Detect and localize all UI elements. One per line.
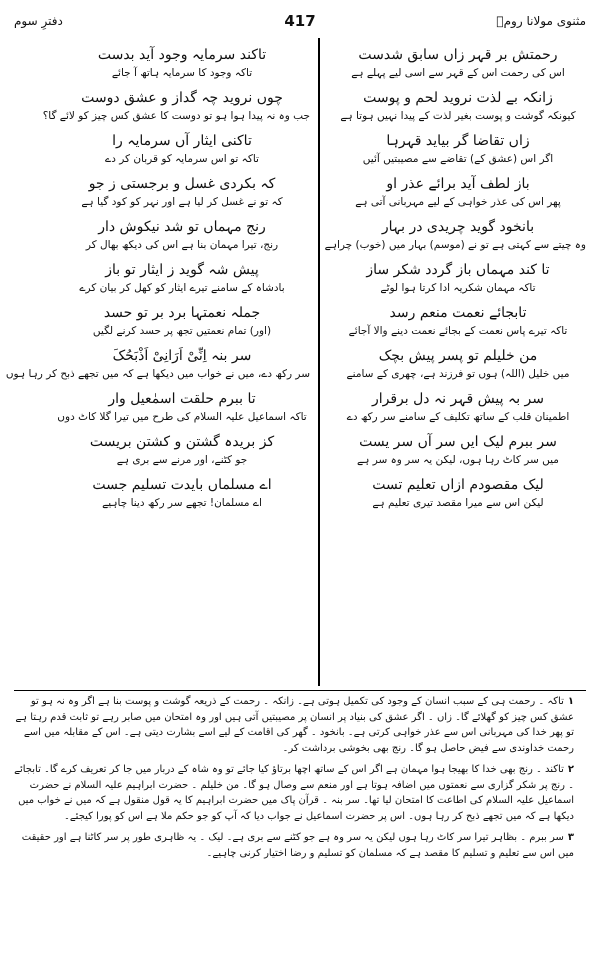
urdu-translation: اے مسلمان! تجھے سر رکھ دینا چاہیے [102,497,262,509]
urdu-translation: بادشاہ کے سامنے تیرے ایثار کو کھل کر بیان کرے [79,282,285,294]
page-number: 417 [284,12,316,30]
persian-verse: سر بنہ اِنِّیْ اَرَانِیْ اَذْبَحُکَ [112,348,252,364]
verse-block [54,173,310,210]
footnote [14,694,574,756]
verse-block [330,388,586,425]
urdu-translation: پھر اس کی عذر خواہی کے لیے مہربانی آتی ہے [355,196,561,208]
urdu-translation: تاکہ وجود کا سرمایہ ہاتھ آ جائے [111,67,253,79]
persian-verse: سر ببرم لیک ایں سر آں سر یست [359,434,557,450]
persian-verse: سر بہ پیش قہر نہ دل برقرار [371,391,545,407]
urdu-translation: میں خلیل (اللہ) ہوں تو فرزند ہے، چھری کے سامنے [346,368,570,380]
urdu-translation: لیکن اس سے میرا مقصد تیری تعلیم ہے [372,497,544,509]
urdu-translation: سر رکھ دے، میں نے خواب میں دیکھا ہے کہ میں تجھے ذبح کر رہا ہوں [5,368,310,380]
right-column [324,44,586,517]
urdu-translation: جب وہ نہ پیدا ہوا ہو تو دوست کا عشق کس چیز کو لائے گا؟ [42,110,310,122]
verse-block [54,302,310,339]
column-divider [318,38,320,686]
footnote-number: ۱ [567,696,574,707]
persian-verse: رحمتش بر قہر زاں سابق شدست [358,47,558,63]
persian-verse: کہ بکردی غسل و برجستی ز جو [88,176,276,192]
persian-verse: رنج مہماں تو شد نیکوش دار [98,219,266,235]
persian-verse: تاکند سرمایہ وجود آید بدست [97,47,267,63]
persian-verse: باز لطف آید برائے عذر او [386,176,530,192]
footnote-text: تاکہ ۔ رحمت ہی کے سبب انسان کے وجود کی تکمیل ہوتی ہے۔ زانکہ ۔ رحمت کے ذریعہ گوشت و پوست بنا ہے اگر وہ نہ ہو تو عشق کس چیز کو گھلائے گا۔ زاں ۔ اگر عشق کی بنیاد پر انسان پر مصیبتیں آتی ہیں اور وہ امتحان میں صابر رہے تو ثابت قدم رہتا ہے تو پھر خدا کی مہربانی اس سے عذر خواہی کرتی ہے۔ بانخود ۔ گھر کی اقامت کے لیے اسے بشارت دیتی ہے۔ اس کے مقابلہ میں اسے رحمت خداوندی سے فیض حاصل ہو گا۔ رنج بھی بخوشی برداشت کر۔ [15,696,574,754]
verse-block [330,431,586,468]
urdu-translation: رنج، تیرا مہمان بنا ہے اس کی دیکھ بھال کر [85,239,279,251]
urdu-translation: جو کٹنے، اور مرنے سے بری ہے [116,454,248,466]
footnote-text: سر ببرم ۔ بظاہر تیرا سر کاٹ رہا ہوں لیکن یہ سر وہ ہے جو کٹنے سے بری ہے۔ لیک ۔ یہ ظاہری طور پر سر کاٹنا ہے اور حقیقت میں اس سے تعلیم و تسلیم کا مقصد ہے کہ مسلمان کو تسلیم و رضا اختیار کرنی چاہیے۔ [21,832,574,859]
persian-verse: لیک مقصودم ازاں تعلیم تست [372,477,544,493]
verse-block [54,259,310,296]
verse-block [330,87,586,124]
persian-verse: اے مسلماں بایدت تسلیم جست [92,477,272,493]
urdu-translation: تاکہ تیرے پاس نعمت کے بجائے نعمت دینے والا آجائے [348,325,568,337]
urdu-translation: میں سر کاٹ رہا ہوں، لیکن یہ سر وہ سر ہے [357,454,559,466]
verse-block [330,44,586,81]
urdu-translation: (اور) تمام نعمتیں تجھ پر حسد کرنے لگیں [92,325,272,337]
persian-verse: جملہ نعمتہا برد بر تو حسد [103,305,261,321]
footnote-text: تاکند ۔ رنج بھی خدا کا بھیجا ہوا مہمان ہے اگر اس کے ساتھ اچھا برتاؤ کیا جائے تو وہ شاہ کے دربار میں جا کر تعریف کرے گا۔ تابجائے ۔ رنج پر شکر گزاری سے نعمتوں میں اضافہ ہوتا ہے اور منعم سے وصال ہو گا۔ من خلیلم ۔ حضرت ابراہیم علیہ السلام نے حضرت اسماعیل علیہ السلام کی اطاعت کا امتحان لیا تھا۔ سر بنہ ۔ قرآن پاک میں حضرت ابراہیم کا یہ قول منقول ہے کہ میں نے خواب میں دیکھا ہے کہ میں تجھے ذبح کر رہا ہوں۔ اس پر حضرت اسماعیل نے جواب دیا کہ آپ کو جو حکم ملا ہے اس کو پورا کیجئے۔ [14,764,574,822]
persian-verse: چوں نروید چہ گداز و عشق دوست [81,90,283,106]
urdu-translation: اس کی رحمت اس کے قہر سے اسی لیے پہلے ہے [351,67,565,79]
verse-block [54,44,310,81]
verse-block [330,474,586,511]
urdu-translation: تاکہ اسماعیل علیہ السلام کی طرح میں تیرا گلا کاٹ دوں [57,411,307,423]
verse-block [54,216,310,253]
urdu-translation: اطمینان قلب کے ساتھ تکلیف کے سامنے سر رکھ دے [346,411,570,423]
verse-block [54,431,310,468]
urdu-translation: اگر اس (عشق کے) تقاضے سے مصیبتیں آئیں [362,153,554,165]
verse-block [324,216,586,253]
verse-block [330,173,586,210]
verse-block [54,388,310,425]
verse-block [330,302,586,339]
footnote [14,830,574,861]
persian-verse: بانخود گوید چریدی در بہار [381,219,535,235]
urdu-translation: وہ چیتے سے کہتی ہے تو نے (موسم) بہار میں (خوب) چراہے [324,239,586,251]
verse-block [330,259,586,296]
persian-verse: من خلیلم تو پسر پیش بچک [378,348,538,364]
left-column [5,44,310,517]
persian-verse: پیش شہ گوید ز ایثار تو باز [105,262,259,278]
page-header [0,0,600,44]
footnote-number: ۲ [567,764,574,775]
urdu-translation: تاکہ تو اس سرمایہ کو قربان کر دے [105,153,259,165]
footnote-number: ۳ [567,832,574,843]
footnotes [14,694,574,867]
urdu-translation: کہ تو نے غسل کر لیا ہے اور نہر کو کود گیا ہے [81,196,283,208]
footnote-rule [14,690,586,691]
verse-block [330,345,586,382]
persian-verse: زاں تقاضا گر بیاید قہرہا [386,133,530,149]
section-title: دفترِ سوم [14,14,63,28]
verse-block [42,87,310,124]
verse-block [54,130,310,167]
persian-verse: کز بریدہ گشتن و کشتن بریست [89,434,275,450]
running-title: مثنوی مولانا رومؒ [496,14,586,28]
persian-verse: تا ببرم حلقت اسمٰعیل وار [108,391,256,407]
urdu-translation: تاکہ مہمان شکریہ ادا کرتا ہوا لوٹے [380,282,536,294]
footnote [14,762,574,824]
persian-verse: تا کند مہماں باز گردد شکر ساز [366,262,550,278]
persian-verse: زانکہ بے لذت نروید لحم و پوست [363,90,553,106]
persian-verse: تابجائے نعمت منعم رسد [389,305,527,321]
urdu-translation: کیونکہ گوشت و پوست بغیر لذت کے پیدا نہیں ہوتا ہے [340,110,576,122]
verse-block [5,345,310,382]
persian-verse: تاکنی ایثار آں سرمایہ را [112,133,252,149]
verse-block [54,474,310,511]
verse-block [330,130,586,167]
